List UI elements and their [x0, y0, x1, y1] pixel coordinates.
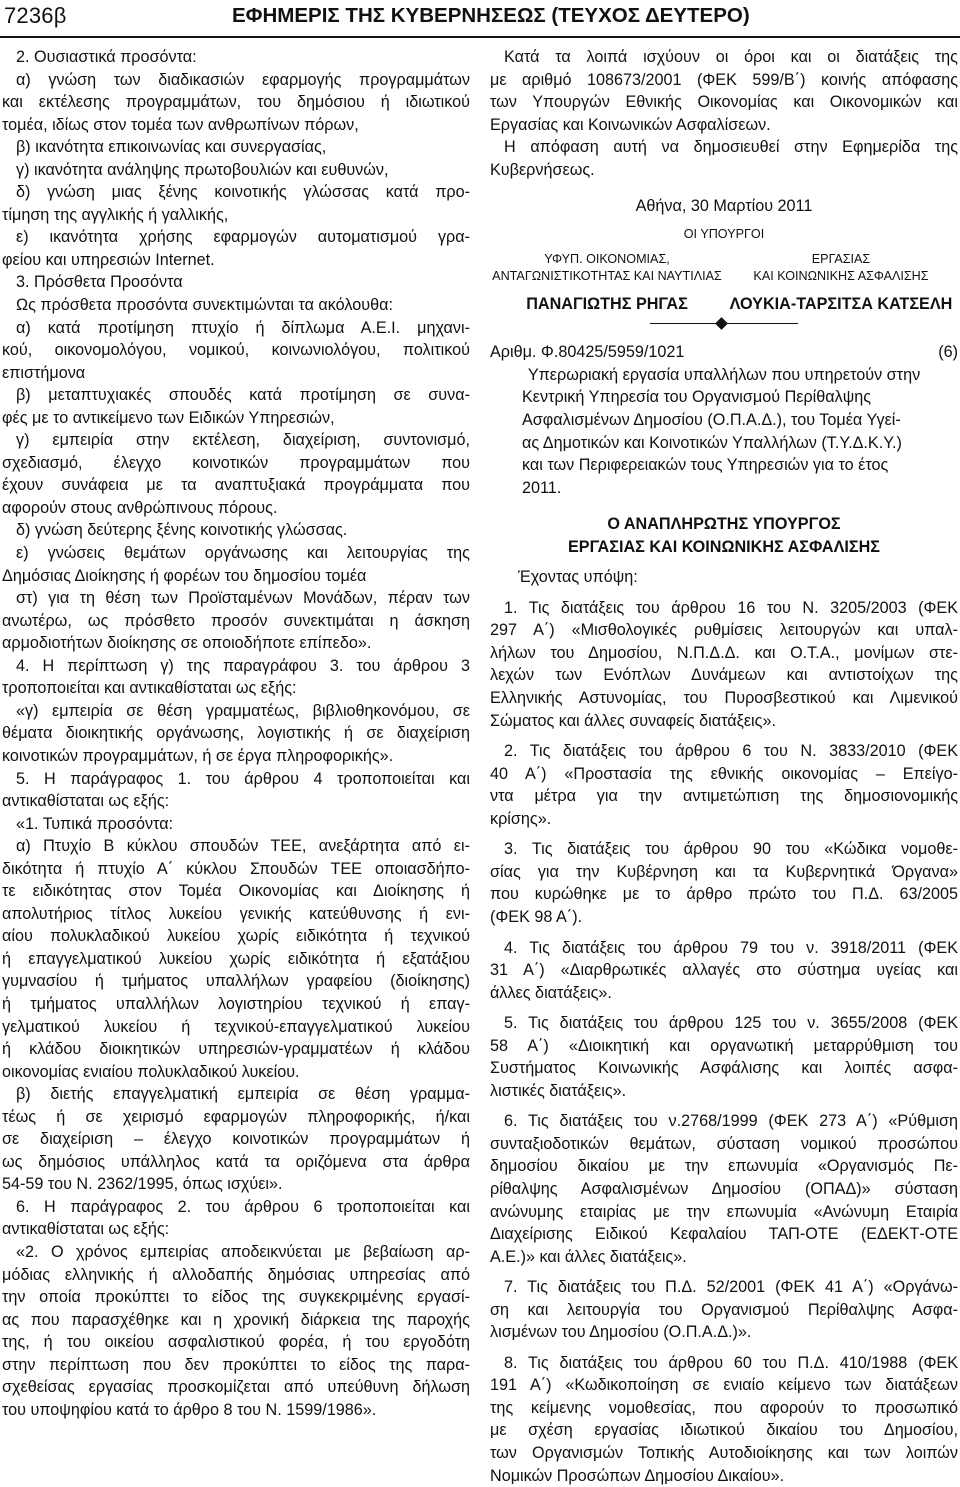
decision-index: (6)	[938, 343, 958, 362]
text-line: που κυρώθηκε με το άρθρο πρώτο του Π.Δ. 63/2005	[490, 885, 958, 904]
text-line: Κατά τα λοιπά ισχύουν οι όροι και οι διατάξεις της	[504, 48, 958, 66]
text-line: γελματικού λυκείου ή τεχνικού-επαγγελματικού λυκείου	[2, 1017, 470, 1036]
text-line: σχεδιασμό, έλεγχο κοινοτικών προγραμμάτων που	[2, 453, 470, 472]
decision-number: Αριθμ. Φ.80425/5959/1021	[490, 343, 685, 362]
ministers-heading: ΟΙ ΥΠΟΥΡΓΟΙ	[683, 226, 765, 241]
text-line: γ) ικανότητα ανάληψης πρωτοβουλιών και ευθυνών,	[16, 160, 389, 179]
text-line: β) μεταπτυχιακές σπουδές κατά προτίμηση σε συνα-	[16, 386, 470, 405]
text-line: φές με το αντικείμενο των Ειδικών Υπηρεσιών,	[2, 408, 335, 427]
text-line: 58 Α΄) «Διοικητική και οργανωτική μεταρρύθμιση του	[490, 1036, 958, 1055]
text-line: «2. Ο χρόνος εμπειρίας αποδεικνύεται με βεβαίωση αρ-	[16, 1242, 470, 1261]
text-line: Ως πρόσθετα προσόντα συνεκτιμώνται τα ακόλουθα:	[16, 296, 393, 315]
right-column	[490, 46, 958, 1487]
text-line: 40 Α΄) «Προστασία της εθνικής οικονομίας – Επείγο-	[490, 764, 958, 783]
text-line: με σχέση εργασίας ιδιωτικού δικαίου του Δημοσίου,	[490, 1421, 958, 1440]
text-line: Συστήματος Κοινωνικής Ασφάλισης και λοιπές ασφα-	[490, 1059, 958, 1078]
text-line: Δημόσιας Διοίκησης ή φορέων του δημοσίου τομέα	[2, 566, 367, 585]
text-line: των Οργανισμών Τοπικής Αυτοδιοίκησης και των λοιπών	[490, 1443, 958, 1462]
subject-line: Υπερωριακή εργασία υπαλλήλων που υπηρετούν στην	[527, 365, 921, 384]
text-line: αφορούν στους ανθρώπινους πόρους.	[2, 498, 278, 517]
text-line: δικότητα ή πτυχίο Α΄ κύκλου Σπουδών ΤΕΕ οποιασδήπο-	[2, 859, 470, 878]
text-line: ή κλάδου διοικητικών υπηρεσιών-γραμματέων ή κλάδου	[2, 1040, 470, 1059]
decision-number-row	[490, 341, 958, 364]
text-line: 297 Α΄) «Μισθολογικές ρυθμίσεις λειτουργών και υπαλ-	[490, 621, 958, 640]
text-line: δ) γνώση μιας ξένης κοινοτικής γλώσσας κατά προ-	[16, 183, 470, 202]
text-line: τέως ή σε χειρισμό εφαρμογών πληροφορικής, ή/και	[2, 1107, 470, 1126]
text-line: σίας για την Κυβέρνηση και τα Κυβερνητικά Όργανα»	[490, 862, 958, 881]
text-line: την οποία προκύπτει το είδος της συγκεκριμένης εργασί-	[2, 1288, 470, 1307]
text-line: στ) για τη θέση των Προϊσταμένων Μονάδων, πέραν των	[16, 589, 470, 608]
text-line: 8. Τις διατάξεις του άρθρου 60 του Π.Δ. 410/1988 (ΦΕΚ	[504, 1353, 958, 1372]
left-column	[2, 46, 470, 1421]
text-line: 31 Α΄) «Διαρθρωτικές αλλαγές στο σύστημα υγείας και	[490, 961, 958, 980]
subject-line: ας Δημοτικών και Κοινοτικών Υπαλλήλων (Τ.Υ.Δ.Κ.Υ.)	[522, 433, 902, 452]
text-line: ση και λειτουργία του Οργανισμού Περίθαλψης Ασφα-	[490, 1300, 958, 1319]
text-line: στην περίπτωση που δεν προκύπτει το είδος της παρα-	[2, 1355, 470, 1374]
text-line: οικονομίας ενιαίου πολυκλαδικού λυκείου.	[2, 1062, 300, 1081]
text-line: 5. Τις διατάξεις του άρθρου 125 του ν. 3655/2008 (ΦΕΚ	[504, 1014, 958, 1033]
signatory-name: ΛΟΥΚΙΑ-ΤΑΡΣΙΤΣΑ ΚΑΤΣΕΛΗ	[729, 294, 953, 313]
text-line: μόδιας ελληνικής ή αλλοδαπής δημόσιας υπηρεσίας από	[2, 1265, 470, 1284]
text-line: α) Πτυχίο Β κύκλου σπουδών ΤΕΕ, ανεξάρτητα από ει-	[16, 837, 470, 856]
text-line: β) ικανότητα επικοινωνίας και συνεργασίας,	[16, 138, 327, 157]
text-line: 7. Τις διατάξεις του Π.Δ. 52/2001 (ΦΕΚ 41 Α΄) «Οργάνω-	[504, 1278, 958, 1297]
text-line: θέματα διοικητικής οργάνωσης, λογιστικής ή σε διαχείριση	[2, 724, 470, 743]
text-line: δ) γνώση δεύτερης ξένης κοινοτικής γλώσσας.	[16, 521, 348, 540]
text-line: 4. Τις διατάξεις του άρθρου 79 του ν. 3918/2011 (ΦΕΚ	[504, 938, 958, 957]
text-line: 4. Η περίπτωση γ) της παραγράφου 3. του άρθρου 3	[16, 656, 470, 675]
subject-line: 2011.	[522, 478, 562, 497]
text-line: 2. Ουσιαστικά προσόντα:	[16, 48, 197, 66]
diamond-icon	[715, 318, 728, 331]
text-line: 54-59 του Ν. 2362/1995, όπως ισχύει».	[2, 1175, 283, 1194]
text-line: έχουν συνάφεια με τα αναπτυξιακά προγράμματα που	[2, 476, 470, 495]
text-line: του υποψηφίου κατά το άρθρο 8 του Ν. 1599/1986».	[2, 1400, 377, 1419]
text-line: ε) ικανότητα χρήσης εφαρμογών αυτοματισμού γρα-	[16, 228, 470, 247]
text-line: τομέα, ιδίως στον τομέα των ανθρωπίνων πόρων,	[2, 115, 359, 134]
text-line: αρμοδιοτήτων διοίκησης σε οποιοδήποτε επίπεδο».	[2, 634, 372, 653]
text-line: κοινοτικών προγραμμάτων, ή σε έργα πληροφορικής».	[2, 746, 394, 765]
text-line: κρίσης».	[490, 809, 552, 828]
text-line: «1. Τυπικά προσόντα:	[16, 814, 174, 833]
page-number: 7236β	[4, 3, 67, 28]
text-line: της, ή του οικείου ασφαλιστικού φορέα, ή του εργοδότη	[2, 1333, 470, 1352]
text-line: Α.Ε.)» και άλλες διατάξεις».	[490, 1247, 687, 1266]
text-line: α) κατά προτίμηση πτυχίο ή δίπλωμα Α.Ε.Ι. μηχανι-	[16, 318, 470, 337]
text-line: ή τμήματος υπαλλήλων λογιστηρίου τεχνικού ή επαγ-	[2, 994, 470, 1013]
deputy-minister-ministry: ΕΡΓΑΣΙΑΣ ΚΑΙ ΚΟΙΝΩΝΙΚΗΣ ΑΣΦΑΛΙΣΗΣ	[568, 537, 880, 556]
subject-line: Κεντρική Υπηρεσία του Οργανισμού Περίθαλψης	[522, 388, 872, 407]
text-line: 6. Τις διατάξεις του ν.2768/1999 (ΦΕΚ 273 Α΄) «Ρύθμιση	[504, 1112, 958, 1131]
text-line: ας που παρασχέθηκε και η χρονική διάρκεια της παροχής	[2, 1310, 470, 1329]
text-line: ε) γνώσεις θεμάτων οργάνωσης και λειτουργίας της	[16, 544, 470, 563]
text-line: ανώνυμης εταιρίας με την επωνυμία «Ανώνυμη Εταιρία	[490, 1202, 958, 1221]
text-line: β) διετής επαγγελματική εμπειρία σε θέση γραμμα-	[16, 1085, 470, 1104]
text-line: της κείμενης νομοθεσίας, που αφορούν το προσωπικό	[490, 1398, 958, 1417]
subject-line: και των Περιφερειακών τους Υπηρεσιών για το έτος	[522, 456, 889, 475]
text-line: Ελληνικής Αστυνομίας, του Πυροσβεστικού και Λιμενικού	[490, 689, 958, 708]
having-regard: Έχοντας υπόψη:	[518, 568, 638, 587]
text-line: 2. Τις διατάξεις του άρθρου 6 του Ν. 3833/2010 (ΦΕΚ	[504, 742, 958, 761]
text-line: ή επαγγελματικού λυκείου χωρίς ειδικότητα ή εξατάξιου	[2, 949, 470, 968]
signatory-titles	[490, 251, 958, 268]
section-heading: 3. Πρόσθετα Προσόντα	[16, 273, 183, 292]
text-line: κού, οικονομολόγου, νομικού, κοινωνιολόγου, πολιτικού	[2, 341, 470, 360]
page-header	[0, 0, 960, 38]
text-line: τίμηση της αγγλικής ή γαλλικής,	[2, 205, 229, 224]
subject-line: Ασφαλισμένων Δημοσίου (Ο.Π.Α.Δ.), του Τομέα Υγεί-	[522, 411, 901, 430]
text-line: 5. Η παράγραφος 1. του άρθρου 4 τροποποιείται και	[16, 769, 470, 788]
text-line: συνταξιοδοτικών θεμάτων, σύσταση νομικού προσώπου	[490, 1134, 958, 1153]
signatory-name: ΠΑΝΑΓΙΩΤΗΣ ΡΗΓΑΣ	[526, 294, 688, 313]
text-line: φείου και υπηρεσιών Internet.	[2, 250, 215, 269]
text-line: ανωτέρω, ως πρόσθετο προσόν συνεκτιμάται η άσκηση	[2, 611, 470, 630]
text-line: και εκτέλεσης προγραμμάτων, του δημόσιου ή ιδιωτικού	[2, 93, 470, 112]
text-line: αντικαθίσταται ως εξής:	[2, 792, 170, 811]
text-line: Σώματος και άλλες συναφείς διατάξεις».	[490, 711, 776, 730]
text-line: γυμνασίου ή τμήματος υπαλλήλων γραφείου (διοίκησης)	[2, 972, 470, 991]
text-line: γ) εμπειρία στην εκτέλεση, διαχείριση, συντονισμό,	[16, 431, 470, 450]
deputy-minister-title: Ο ΑΝΑΠΛΗΡΩΤΗΣ ΥΠΟΥΡΓΟΣ	[607, 515, 841, 534]
text-line: α) γνώση των διαδικασιών εφαρμογής προγραμμάτων	[16, 70, 470, 89]
text-line: σχεθείσας εργασίας προσκομίζεται από υπεύθυνη δήλωση	[2, 1378, 470, 1397]
text-line: 191 Α΄) «Κωδικοποίηση σε ενιαίο κείμενο των διατάξεων	[490, 1376, 958, 1395]
text-line: ρίθαλψης Ασφαλισμένων Δημοσίου (ΟΠΑΔ)» σύσταση	[490, 1179, 958, 1198]
text-line: αντικαθίσταται ως εξής:	[2, 1220, 170, 1239]
text-line: των Υπουργών Εθνικής Οικονομίας και Οικονομικών και	[490, 93, 958, 112]
signatory-title: ΥΦΥΠ. ΟΙΚΟΝΟΜΙΑΣ,	[544, 251, 670, 266]
text-line: 6. Η παράγραφος 2. του άρθρου 6 τροποποιείται και	[16, 1197, 470, 1216]
text-line: λήλων του Δημοσίου, Ν.Π.Δ.Δ. και Ο.Τ.Α., μονίμων στε-	[490, 643, 958, 662]
text-line: άλλες διατάξεις».	[490, 983, 612, 1002]
text-line: Εργασίας και Κοινωνικών Ασφαλίσεων.	[490, 115, 771, 134]
text-line: δημοσίου δικαίου με την επωνυμία «Οργανισμός Πε-	[490, 1157, 958, 1176]
signatory-titles	[490, 268, 958, 285]
text-line: αίου πολυκλαδικού λυκείου χωρίς ειδικότητα ή τεχνικού	[2, 927, 470, 946]
date-line: Αθήνα, 30 Μαρτίου 2011	[635, 197, 813, 216]
text-line: λιστικές διατάξεις».	[490, 1081, 627, 1100]
text-line: 1. Τις διατάξεις του άρθρου 16 του Ν. 3205/2003 (ΦΕΚ	[504, 598, 958, 617]
signatory-title: ΑΝΤΑΓΩΝΙΣΤΙΚΟΤΗΤΑΣ ΚΑΙ ΝΑΥΤΙΛΙΑΣ	[492, 268, 722, 283]
text-line: τε ειδικότητας στον Τομέα Οικονομίας και Διοίκησης ή	[2, 882, 470, 901]
text-line: απολυτήριος τίτλος λυκείου γενικής κατεύθυνσης ή ενι-	[2, 904, 470, 923]
text-line: ντα μέτρα για την αντιμετώπιση της δημοσιονομικής	[490, 787, 958, 806]
text-line: τροποποιείται και αντικαθίσταται ως εξής:	[2, 679, 297, 698]
text-line: σε διαχείριση – έλεγχο κοινοτικών προγραμμάτων ή	[2, 1130, 470, 1149]
text-line: Η απόφαση αυτή να δημοσιευθεί στην Εφημερίδα της	[504, 138, 958, 157]
section-divider	[490, 315, 958, 333]
text-line: επιστήμονα	[2, 363, 86, 382]
gazette-title: ΕΦΗΜΕΡΙΣ ΤΗΣ ΚΥΒΕΡΝΗΣΕΩΣ (ΤΕΥΧΟΣ ΔΕΥΤΕΡΟ)	[232, 4, 750, 27]
signatory-title: ΕΡΓΑΣΙΑΣ	[811, 251, 871, 266]
text-line: «γ) εμπειρία σε θέση γραμματέως, βιβλιοθηκονόμου, σε	[16, 701, 470, 720]
text-line: λεχών των Ενόπλων Δυνάμεων και αντιστοίχων της	[490, 666, 958, 685]
text-line: Διαχείρισης Ειδικού Κεφαλαίου ΤΑΠ-ΟΤΕ (ΕΔΕΚΤ-ΟΤΕ	[490, 1225, 958, 1244]
text-line: λισμένων του Δημοσίου (Ο.Π.Α.Δ.)».	[490, 1323, 752, 1342]
signatory-names	[490, 293, 958, 316]
text-line: Κυβερνήσεως.	[490, 160, 595, 179]
text-line: Νομικών Προσώπων Δημοσίου Δικαίου».	[490, 1466, 785, 1485]
text-line: (ΦΕΚ 98 Α΄).	[490, 907, 583, 926]
text-line: ως δημόσιος υπάλληλος κατά τα οριζόμενα στα άρθρα	[2, 1152, 470, 1171]
signatory-title: ΚΑΙ ΚΟΙΝΩΝΙΚΗΣ ΑΣΦΑΛΙΣΗΣ	[753, 268, 929, 283]
text-line: 3. Τις διατάξεις του άρθρου 90 του «Κώδικα νομοθε-	[504, 840, 958, 859]
text-line: με αριθμό 108673/2001 (ΦΕΚ 599/Β΄) κοινής απόφασης	[490, 70, 958, 89]
